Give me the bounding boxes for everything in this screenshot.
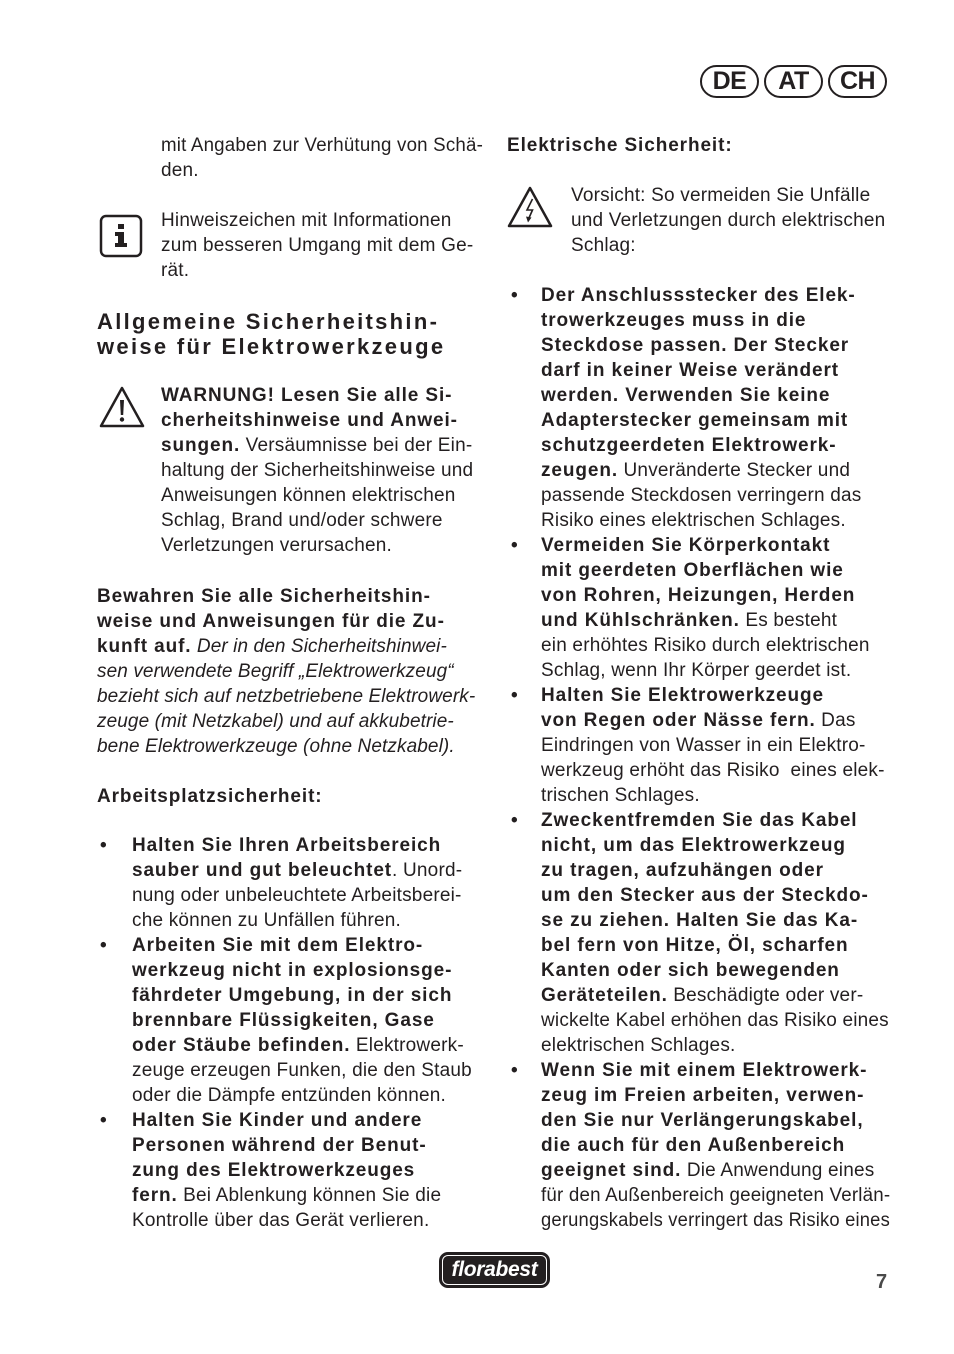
text-line: [541, 708, 890, 733]
country-badge-de: DE: [700, 65, 759, 98]
text-line: Personen während der Benut-: [132, 1135, 427, 1156]
body-text: Das: [815, 710, 856, 731]
list-item: [97, 1108, 483, 1233]
text-line: [97, 634, 483, 659]
bullet: •: [511, 685, 518, 706]
text-line: zeuge (mit Netzkabel) und auf akkubetrie-: [97, 711, 454, 732]
text-line: Zweckentfremden Sie das Kabel: [541, 810, 858, 831]
text-line: zeug im Freien arbeiten, verwen-: [541, 1085, 865, 1106]
text-line: Verletzungen verursachen.: [161, 535, 393, 556]
italic-text: Der in den Sicherheitshinwei-: [191, 636, 447, 657]
body-text: Elektrowerk-: [350, 1035, 464, 1056]
heading-line: weise für Elektrowerkzeuge: [97, 334, 446, 359]
heading-line: Allgemeine Sicherheitshin-: [97, 309, 440, 334]
text-line: Kanten oder sich bewegenden: [541, 960, 840, 981]
body-text: Unveränderte Stecker und: [618, 460, 851, 481]
info-note: [161, 208, 483, 283]
text-line: nicht, um das Elektrowerkzeug: [541, 835, 846, 856]
text-line: und Verletzungen durch elektrischen: [571, 210, 886, 231]
text-line: nung oder unbeleuchtete Arbeitsberei-: [132, 885, 462, 906]
bullet: •: [511, 285, 518, 306]
body-text: Es besteht: [739, 610, 838, 631]
text-line: Halten Sie Kinder und andere: [132, 1110, 423, 1131]
bold-lead-text: Geräteteilen.: [541, 985, 668, 1006]
body-text: Versäumnisse bei der Ein-: [240, 435, 473, 456]
text-line: elektrischen Schlages.: [541, 1035, 736, 1056]
subheading: Arbeitsplatzsicherheit:: [97, 786, 323, 807]
list-item: [97, 833, 483, 933]
text-line: weise und Anweisungen für die Zu-: [97, 611, 445, 632]
text-line: rät.: [161, 260, 190, 281]
text-line: Bewahren Sie alle Sicherheitshin-: [97, 586, 431, 607]
text-line: se zu ziehen. Halten Sie das Ka-: [541, 910, 859, 931]
text-line: bene Elektrowerkzeuge (ohne Netzkabel).: [97, 736, 455, 757]
text-line: [541, 608, 890, 633]
text-line: cherheitshinweise und Anwei-: [161, 410, 458, 431]
text-line: Kontrolle über das Gerät verlieren.: [132, 1210, 430, 1231]
text-line: für den Außenbereich geeigneten Verlän-: [541, 1185, 891, 1206]
bold-lead-text: geeignet sind.: [541, 1160, 682, 1181]
text-line: Schlag:: [571, 235, 636, 256]
text-line: den.: [161, 160, 199, 181]
text-line: che können zu Unfällen führen.: [132, 910, 402, 931]
text-line: Schlag, wenn Ihr Körper geerdet ist.: [541, 660, 852, 681]
bold-lead-text: oder Stäube befinden.: [132, 1035, 351, 1056]
text-line: Vermeiden Sie Körperkontakt: [541, 535, 831, 556]
text-line: zung des Elektrowerkzeuges: [132, 1160, 416, 1181]
text-line: passende Steckdosen verringern das: [541, 485, 862, 506]
logo-text: florabest: [451, 1258, 538, 1281]
electrical-safety-list: [507, 283, 890, 1233]
text-line: Halten Sie Ihren Arbeitsbereich: [132, 835, 442, 856]
bold-lead-text: kunft auf.: [97, 636, 192, 657]
workplace-heading: [97, 784, 483, 809]
subheading: Elektrische Sicherheit:: [507, 135, 733, 156]
text-line: Der Anschlussstecker des Elek-: [541, 285, 856, 306]
text-line: Steckdose passen. Der Stecker: [541, 335, 850, 356]
text-line: [132, 1033, 483, 1058]
text-line: mit geerdeten Oberflächen wie: [541, 560, 844, 581]
bullet: •: [511, 1060, 518, 1081]
text-line: zu tragen, aufzuhängen oder: [541, 860, 824, 881]
text-line: Eindringen von Wasser in ein Elektro-: [541, 735, 866, 756]
text-line: Risiko eines elektrischen Schlages.: [541, 510, 846, 531]
text-line: Hinweiszeichen mit Informationen: [161, 210, 452, 231]
text-line: [132, 1183, 483, 1208]
electric-shock-warning-icon: [507, 185, 553, 234]
electrical-safety-heading: [507, 133, 890, 158]
body-text: Die Anwendung eines: [681, 1160, 875, 1181]
text-line: Anweisungen können elektrischen: [161, 485, 456, 506]
bullet: •: [511, 535, 518, 556]
list-item: [507, 283, 890, 533]
bold-lead-text: zeugen.: [541, 460, 619, 481]
warning-note: [161, 383, 483, 558]
text-line: [541, 983, 890, 1008]
text-line: mit Angaben zur Verhütung von Schä-: [161, 135, 484, 156]
text-line: den Sie nur Verlängerungskabel,: [541, 1110, 864, 1131]
text-line: schutzgeerdeten Elektrowerk-: [541, 435, 837, 456]
bullet: •: [511, 810, 518, 831]
country-badge-at: AT: [764, 65, 823, 98]
bold-lead-text: sauber und gut beleuchtet: [132, 860, 393, 881]
body-text: . Unord-: [392, 860, 463, 881]
text-line: Arbeiten Sie mit dem Elektro-: [132, 935, 424, 956]
text-line: fährdeter Umgebung, in der sich: [132, 985, 453, 1006]
bold-lead-text: von Regen oder Nässe fern.: [541, 710, 816, 731]
text-line: trischen Schlages.: [541, 785, 700, 806]
text-line: [132, 858, 483, 883]
country-badge-ch: CH: [828, 65, 887, 98]
text-line: trowerkzeuges muss in die: [541, 310, 807, 331]
text-line: [541, 458, 890, 483]
text-line: zeuge erzeugen Funken, die den Staub: [132, 1060, 472, 1081]
text-line: zum besseren Umgang mit dem Ge-: [161, 235, 474, 256]
text-line: wickelte Kabel erhöhen das Risiko eines: [541, 1010, 889, 1031]
bullet: •: [100, 835, 107, 856]
list-item: [97, 933, 483, 1108]
text-line: werkzeug nicht in explosionsge-: [132, 960, 453, 981]
list-item: [507, 683, 890, 808]
keep-instructions-paragraph: [97, 584, 483, 759]
list-item: [507, 533, 890, 683]
text-line: Adapterstecker gemeinsam mit: [541, 410, 849, 431]
text-line: gerungskabels verringert das Risiko eines: [541, 1210, 890, 1231]
workplace-safety-list: [97, 833, 483, 1233]
bullet: •: [100, 935, 107, 956]
text-line: WARNUNG! Lesen Sie alle Si-: [161, 385, 453, 406]
list-item: [507, 808, 890, 1058]
intro-text: [161, 133, 483, 183]
text-line: darf in keiner Weise verändert: [541, 360, 840, 381]
body-text: Beschädigte oder ver-: [667, 985, 864, 1006]
text-line: um den Stecker aus der Steckdo-: [541, 885, 869, 906]
text-line: Schlag, Brand und/oder schwere: [161, 510, 443, 531]
text-line: [161, 433, 483, 458]
text-line: brennbare Flüssigkeiten, Gase: [132, 1010, 435, 1031]
text-line: werden. Verwenden Sie keine: [541, 385, 831, 406]
text-line: von Rohren, Heizungen, Herden: [541, 585, 856, 606]
florabest-logo: [439, 1252, 550, 1288]
text-line: Vorsicht: So vermeiden Sie Unfälle: [571, 185, 871, 206]
caution-note: [571, 183, 890, 258]
text-line: sen verwendete Begriff „Elektrowerkzeug“: [97, 661, 454, 682]
bold-lead-text: sungen.: [161, 435, 241, 456]
section-heading: [97, 309, 483, 359]
bold-lead-text: fern.: [132, 1185, 178, 1206]
text-line: haltung der Sicherheitshinweise und: [161, 460, 474, 481]
info-icon: [99, 214, 143, 263]
bullet: •: [100, 1110, 107, 1131]
text-line: Halten Sie Elektrowerkzeuge: [541, 685, 825, 706]
warning-icon: [99, 385, 145, 434]
text-line: [541, 1158, 890, 1183]
text-line: bezieht sich auf netzbetriebene Elektrowerk-: [97, 686, 476, 707]
bold-lead-text: und Kühlschränken.: [541, 610, 740, 631]
body-text: Bei Ablenkung können Sie die: [177, 1185, 442, 1206]
list-item: [507, 1058, 890, 1233]
country-badges: [700, 65, 887, 98]
text-line: ein erhöhtes Risiko durch elektrischen: [541, 635, 870, 656]
text-line: die auch für den Außenbereich: [541, 1135, 846, 1156]
text-line: werkzeug erhöht das Risiko eines elek-: [541, 760, 885, 781]
text-line: oder die Dämpfe entzünden können.: [132, 1085, 446, 1106]
text-line: Wenn Sie mit einem Elektrowerk-: [541, 1060, 868, 1081]
page-number: 7: [876, 1271, 888, 1293]
text-line: bel fern von Hitze, Öl, scharfen: [541, 935, 849, 956]
